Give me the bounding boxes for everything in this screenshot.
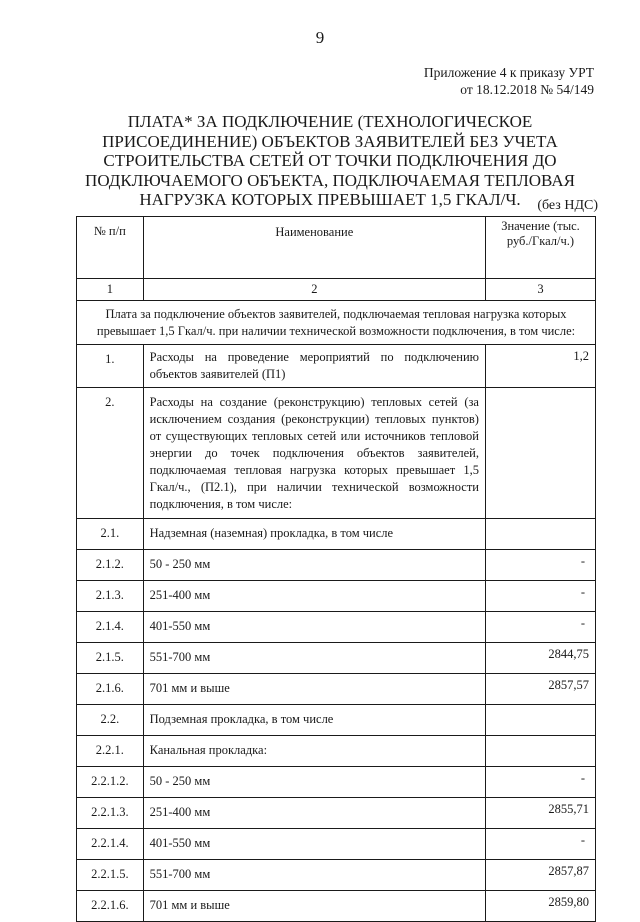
row-value: 2859,80 (485, 891, 595, 922)
table-row (77, 581, 596, 612)
row-number: 2.2.1. (77, 736, 144, 767)
row-number: 2.1.4. (77, 612, 144, 643)
row-name: 50 - 250 мм (143, 550, 485, 581)
row-name: 701 мм и выше (143, 674, 485, 705)
column-number-3: 3 (485, 279, 595, 301)
page-number: 9 (315, 28, 325, 47)
row-name: Канальная прокладка: (143, 736, 485, 767)
table-row (77, 891, 596, 922)
column-number-1: 1 (77, 279, 144, 301)
section-title: Плата за подключение объектов заявителей, подключаемая тепловая нагрузка которых превышает 1,5 Гкал/ч. при наличии технической возможности подключения, в том числе: (77, 301, 596, 345)
table-row (77, 860, 596, 891)
row-value: 2857,87 (485, 860, 595, 891)
row-value: - (485, 829, 595, 860)
table-row (77, 798, 596, 829)
row-number: 2.2.1.5. (77, 860, 144, 891)
table-row (77, 767, 596, 798)
table-row (77, 519, 596, 550)
row-value: - (485, 581, 595, 612)
row-number: 2.2.1.6. (77, 891, 144, 922)
row-name: 401-550 мм (143, 829, 485, 860)
row-value (485, 705, 595, 736)
column-numbers-row (77, 279, 596, 301)
row-name: 251-400 мм (143, 581, 485, 612)
row-value: 1,2 (485, 345, 595, 388)
table-row (77, 736, 596, 767)
row-number: 1. (77, 345, 144, 388)
row-value: 2855,71 (485, 798, 595, 829)
table-row (77, 705, 596, 736)
table-row (77, 829, 596, 860)
vat-note: (без НДС) (537, 198, 598, 213)
row-name: Расходы на создание (реконструкцию) тепловых сетей (за исключением создания (реконструкции) тепловых пунктов) от существующих тепловых сетей или источников тепловой энергии до точек подключения объектов заявителей, подключаемая тепловая нагрузка которых превышает 1,5 Гкал/ч., (П2.1), при наличии технической возможности подключения, в том числе: (143, 388, 485, 519)
column-number-2: 2 (143, 279, 485, 301)
row-value: - (485, 550, 595, 581)
row-name: 551-700 мм (143, 860, 485, 891)
table-row (77, 345, 596, 388)
table-header-row (77, 217, 596, 279)
table-row (77, 674, 596, 705)
table-row (77, 612, 596, 643)
table-row (77, 550, 596, 581)
row-value (485, 519, 595, 550)
row-name: 401-550 мм (143, 612, 485, 643)
row-value (485, 736, 595, 767)
appendix-reference (424, 64, 594, 98)
row-number: 2.2.1.4. (77, 829, 144, 860)
row-name: Расходы на проведение мероприятий по подключению объектов заявителей (П1) (143, 345, 485, 388)
row-name: Подземная прокладка, в том числе (143, 705, 485, 736)
row-value: 2857,57 (485, 674, 595, 705)
table-row (77, 388, 596, 519)
row-number: 2.2. (77, 705, 144, 736)
row-value: - (485, 612, 595, 643)
row-number: 2.1. (77, 519, 144, 550)
row-number: 2.2.1.3. (77, 798, 144, 829)
appendix-line-2: от 18.12.2018 № 54/149 (460, 82, 594, 97)
section-title-row (77, 301, 596, 345)
table-body (77, 217, 596, 922)
row-number: 2. (77, 388, 144, 519)
header-number: № п/п (77, 217, 144, 279)
row-number: 2.1.6. (77, 674, 144, 705)
table-row (77, 643, 596, 674)
row-name: 50 - 250 мм (143, 767, 485, 798)
document-title: ПЛАТА* ЗА ПОДКЛЮЧЕНИЕ (ТЕХНОЛОГИЧЕСКОЕ ПРИСОЕДИНЕНИЕ) ОБЪЕКТОВ ЗАЯВИТЕЛЕЙ БЕЗ УЧЕТА СТРОИТЕЛЬСТВА СЕТЕЙ ОТ ТОЧКИ ПОДКЛЮЧЕНИЯ ДО ПОДКЛЮЧАЕМОГО ОБЪЕКТА, ПОДКЛЮЧАЕМАЯ ТЕПЛОВАЯ НАГРУЗКА КОТОРЫХ ПРЕВЫШАЕТ 1,5 ГКАЛ/Ч. (85, 112, 575, 209)
row-name: 251-400 мм (143, 798, 485, 829)
fee-table (76, 216, 596, 922)
header-name: Наименование (143, 217, 485, 279)
row-name: 551-700 мм (143, 643, 485, 674)
row-name: 701 мм и выше (143, 891, 485, 922)
row-value (485, 388, 595, 519)
appendix-line-1: Приложение 4 к приказу УРТ (423, 65, 594, 80)
row-number: 2.1.2. (77, 550, 144, 581)
row-value: - (485, 767, 595, 798)
row-number: 2.1.3. (77, 581, 144, 612)
header-value: Значение (тыс. руб./Гкал/ч.) (485, 217, 595, 279)
row-value: 2844,75 (485, 643, 595, 674)
row-name: Надземная (наземная) прокладка, в том числе (143, 519, 485, 550)
row-number: 2.2.1.2. (77, 767, 144, 798)
row-number: 2.1.5. (77, 643, 144, 674)
